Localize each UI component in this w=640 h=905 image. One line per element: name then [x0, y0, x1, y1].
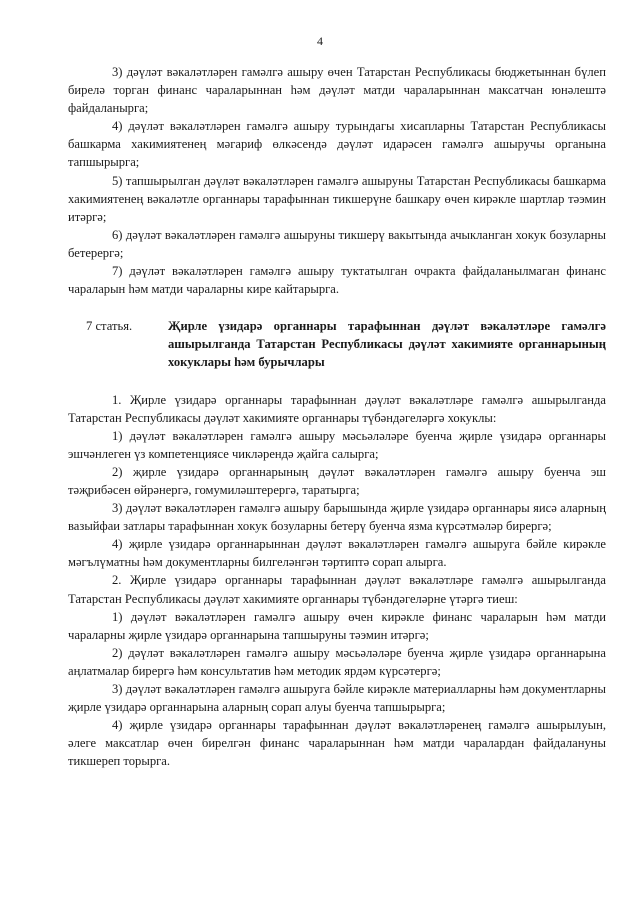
paragraph: 7) дәүләт вәкаләтләрен гамәлгә ашыру туктатылган очракта файдаланылмаган финанс чараларын һәм матди чараларны кире кайтарырга. — [68, 264, 606, 297]
article-title: Җирле үзидарә органнары тарафыннан дәүләт вәкаләтләре гамәлгә ашырылганда Татарстан Республикасы дәүләт хакимияте органнарының хокуклары һәм бурычлары — [168, 319, 606, 370]
article-number: 7 статья. — [86, 319, 133, 334]
document-body — [68, 63, 606, 770]
paragraph: 2) дәүләт вәкаләтләрен гамәлгә ашыру мәсьәләләре буенча җирле үзидарә органнарына аңлатмалар бирергә һәм консультатив һәм методик ярдәм күрсәтергә; — [68, 645, 606, 678]
section-lead: 1. Җирле үзидарә органнары тарафыннан дәүләт вәкаләтләре гамәлгә ашырылганда Татарстан Республикасы дәүләт хакимияте органнары түбәндәгеләргә хокуклы: — [68, 392, 606, 425]
section-lead: 2. Җирле үзидарә органнары тарафыннан дәүләт вәкаләтләре гамәлгә ашырылганда Татарстан Республикасы дәүләт хакимияте органнары түбәндәгеләрне үтәргә тиеш: — [68, 573, 606, 606]
paragraph: 5) тапшырылган дәүләт вәкаләтләрен гамәлгә ашыруны Татарстан Республикасы башкарма хакимиятенең вәкаләтле органнары тарафыннан тикшерүне башкару өчен кирәкле шартлар тәэмин итәргә; — [68, 173, 606, 224]
article-heading — [68, 317, 606, 371]
paragraph: 3) дәүләт вәкаләтләрен гамәлгә ашыруга бәйле кирәкле материалларны һәм документларны җирле үзидарә органнарына аларның сорап алуы буенча тапшырырга; — [68, 682, 606, 715]
paragraph: 3) дәүләт вәкаләтләрен гамәлгә ашыру барышында җирле үзидарә органнары яисә аларның вазыйфаи затлары тарафыннан хокук бозуларны бетерү буенча язма күрсәтмәләр бирергә; — [68, 501, 606, 534]
paragraph: 4) дәүләт вәкаләтләрен гамәлгә ашыру турындагы хисапларны Татарстан Республикасы башкарма хакимиятенең мәгариф өлкәсендә дәүләт идарәсен гамәлгә ашыручы органына тапшырырга; — [68, 119, 606, 170]
paragraph: 2) җирле үзидарә органнарының дәүләт вәкаләтләрен гамәлгә ашыру буенча эш тәҗрибәсен өйрәнергә, гомумиләштерергә, таратырга; — [68, 464, 606, 497]
paragraph: 1) дәүләт вәкаләтләрен гамәлгә ашыру мәсьәләләре буенча җирле үзидарә органнары эшчәнлеген үз компетенциясе чикләрендә җайга салырга; — [68, 428, 606, 461]
paragraph: 4) җирле үзидарә органнарыннан дәүләт вәкаләтләрен гамәлгә ашыруга бәйле кирәкле мәгълүматны һәм документларны билгеләнгән тәртиптә сорап алырга. — [68, 537, 606, 570]
paragraph: 1) дәүләт вәкаләтләрен гамәлгә ашыру өчен кирәкле финанс чараларын һәм матди чараларны җирле үзидарә органнарына тапшыруны тәэмин итәргә; — [68, 609, 606, 642]
paragraph: 6) дәүләт вәкаләтләрен гамәлгә ашыруны тикшерү вакытында ачыкланган хокук бозуларны бетерергә; — [68, 227, 606, 260]
paragraph: 3) дәүләт вәкаләтләрен гамәлгә ашыру өчен Татарстан Республикасы бюджетыннан бүлеп бирелә торган финанс чараларыннан һәм дәүләт матди чараларыннан максатчан юнәлештә файдаланырга; — [68, 65, 606, 116]
page-number: 4 — [317, 34, 323, 48]
paragraph: 4) җирле үзидарә органнары тарафыннан дәүләт вәкаләтләренең гамәлгә ашырылуын, әлеге максатлар өчен бирелгән финанс чараларыннан һәм матди чаралардан файдалануны тикшереп торырга. — [68, 718, 606, 769]
